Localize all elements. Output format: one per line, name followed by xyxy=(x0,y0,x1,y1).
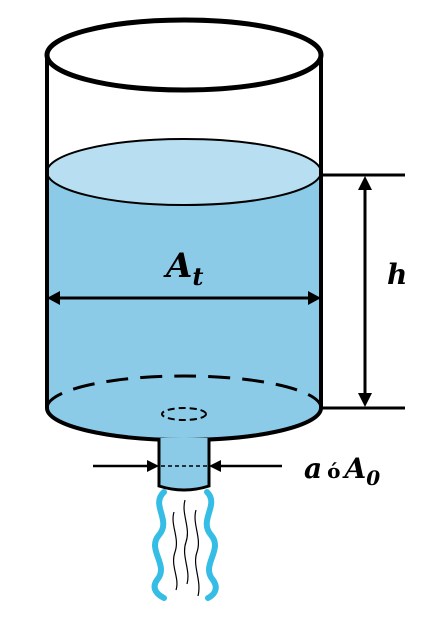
water-surface xyxy=(47,139,321,205)
water-body xyxy=(47,172,321,440)
outlet-pipe xyxy=(159,438,209,490)
jet-stream-right xyxy=(207,492,216,598)
tank-area-label: $A_t$ xyxy=(166,246,204,291)
orifice-area-label: a ό $A_0$ xyxy=(304,452,381,490)
jet-streak-2 xyxy=(184,500,188,584)
jet-stream-left xyxy=(155,492,164,598)
tank-top-rim xyxy=(47,20,321,90)
orifice-arrowhead-right xyxy=(209,460,221,472)
jet-streak-3 xyxy=(195,510,199,596)
height-arrowhead-top xyxy=(358,176,372,190)
jet-streak-1 xyxy=(173,512,177,590)
height-arrowhead-bottom xyxy=(358,393,372,407)
height-label: h xyxy=(387,258,408,291)
orifice-arrowhead-left xyxy=(147,460,159,472)
